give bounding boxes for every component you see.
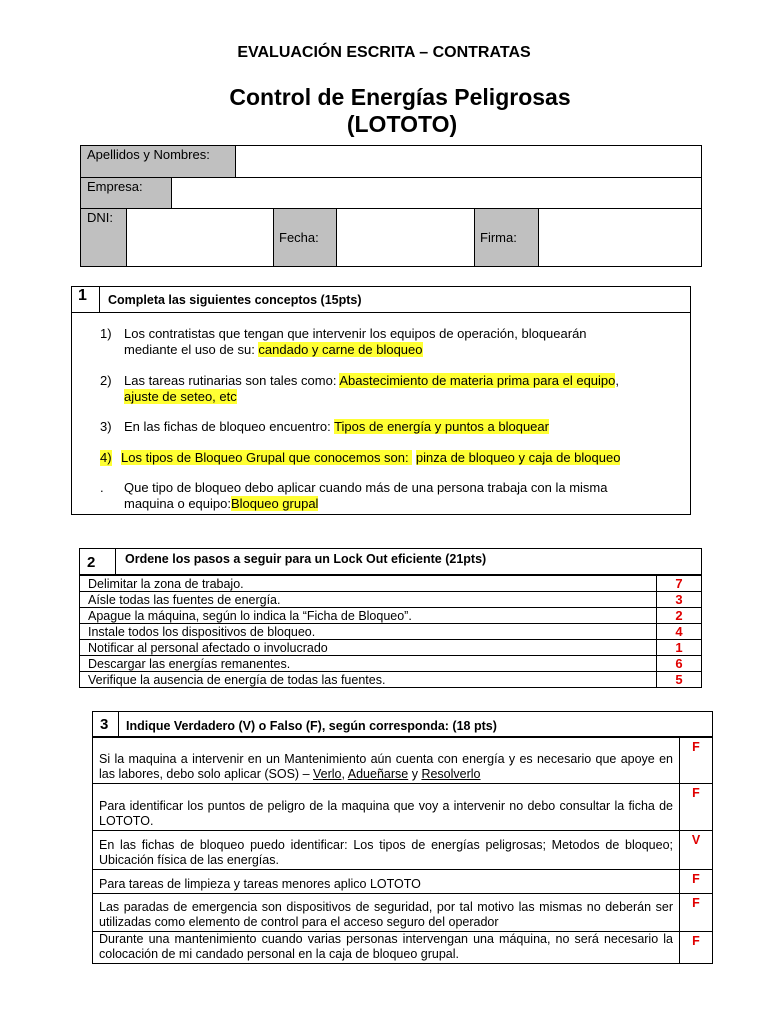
step-order[interactable]: 7 — [657, 576, 702, 592]
answer-highlight: Tipos de energía y puntos a bloquear — [334, 419, 549, 434]
table-row — [80, 656, 702, 672]
section-2-header — [79, 548, 702, 575]
steps-table — [79, 575, 702, 688]
statement-text — [93, 738, 680, 784]
step-text: Descargar las energías remanentes. — [80, 656, 657, 672]
section-number: 1 — [72, 287, 100, 313]
section-3-header — [92, 711, 713, 737]
question-number: 2) — [100, 373, 112, 388]
step-order[interactable]: 5 — [657, 672, 702, 688]
question-number: 3) — [100, 419, 112, 434]
table-row — [80, 640, 702, 656]
tf-answer[interactable]: V — [680, 831, 713, 870]
fecha-label: Fecha: — [279, 230, 319, 245]
page-title: Control de Energías Peligrosas — [229, 84, 571, 110]
step-order[interactable]: 6 — [657, 656, 702, 672]
question-text: Que tipo de bloqueo debo aplicar cuando más de una persona trabaja con la misma — [124, 480, 608, 495]
table-row — [93, 894, 713, 932]
answer-highlight: ajuste de seteo, etc — [124, 389, 237, 404]
section-number: 2 — [80, 549, 116, 574]
step-text: Delimitar la zona de trabajo. — [80, 576, 657, 592]
table-row — [93, 831, 713, 870]
section-number: 3 — [93, 712, 119, 736]
table-row — [80, 592, 702, 608]
firma-field[interactable] — [538, 208, 702, 267]
section-heading: Completa las siguientes conceptos (15pts) — [108, 293, 362, 307]
step-order[interactable]: 1 — [657, 640, 702, 656]
dni-field[interactable] — [126, 208, 274, 267]
question-text: maquina o equipo: — [124, 496, 231, 511]
statement-underline: Adueñarse — [347, 767, 409, 781]
step-text: Instale todos los dispositivos de bloqueo. — [80, 624, 657, 640]
tf-answer[interactable]: F — [680, 932, 713, 964]
question-text: Los tipos de Bloqueo Grupal que conocemos son: — [121, 450, 413, 465]
step-text: Notificar al personal afectado o involucrado — [80, 640, 657, 656]
fecha-field[interactable] — [336, 208, 475, 267]
tf-answer[interactable]: F — [680, 738, 713, 784]
table-row — [80, 624, 702, 640]
question-text: Las tareas rutinarias son tales como: — [124, 373, 340, 388]
question-text: En las fichas de bloqueo encuentro: — [124, 419, 335, 434]
answer-highlight: Bloqueo grupal — [230, 496, 319, 511]
table-row — [93, 784, 713, 831]
table-row — [93, 738, 713, 784]
statement-text: Para identificar los puntos de peligro de la maquina que voy a intervenir no debo consultar la ficha de LOTOTO. — [93, 784, 680, 831]
statement-underline: Verlo — [313, 767, 342, 781]
statement-part: y — [408, 767, 422, 781]
question-number: . — [100, 480, 104, 495]
question-text: Los contratistas que tengan que intervenir los equipos de operación, bloquearán — [124, 326, 587, 341]
dni-label: DNI: — [87, 210, 113, 225]
step-text: Apague la máquina, según lo indica la “Ficha de Bloqueo”. — [80, 608, 657, 624]
step-text: Aísle todas las fuentes de energía. — [80, 592, 657, 608]
question-number: 1) — [100, 326, 112, 341]
tf-answer[interactable]: F — [680, 870, 713, 894]
empresa-label: Empresa: — [87, 179, 143, 194]
step-order[interactable]: 4 — [657, 624, 702, 640]
true-false-table — [92, 737, 713, 964]
section-heading: Ordene los pasos a seguir para un Lock Out eficiente (21pts) — [125, 552, 487, 566]
statement-part: Si la maquina a intervenir en un Mantenimiento aún cuenta con energía y es necesario que apoye en las labores, debo solo aplicar (SOS) – — [99, 752, 673, 781]
step-order[interactable]: 2 — [657, 608, 702, 624]
table-row — [80, 576, 702, 592]
apellidos-field[interactable] — [237, 146, 701, 177]
answer-highlight: Abastecimiento de materia prima para el equipo — [339, 373, 616, 388]
section-heading-cell — [100, 287, 690, 313]
statement-text: Para tareas de limpieza y tareas menores aplico LOTOTO — [93, 870, 680, 894]
question-number: 4) — [100, 450, 112, 465]
statement-text: Durante una mantenimiento cuando varias personas intervengan una máquina, no será necesario la colocación de mi candado personal en la caja de bloqueo grupal. — [93, 932, 680, 964]
section-heading: Indique Verdadero (V) o Falso (F), según corresponda: (18 pts) — [126, 719, 497, 733]
step-order[interactable]: 3 — [657, 592, 702, 608]
apellidos-label: Apellidos y Nombres: — [87, 147, 210, 162]
statement-part: , — [341, 767, 348, 781]
page-subtitle: (LOTOTO) — [346, 111, 458, 137]
table-row — [93, 870, 713, 894]
statement-text: Las paradas de emergencia son dispositivos de seguridad, por tal motivo las mismas no deberán ser utilizadas como elemento de control para el acceso seguro del operador — [93, 894, 680, 932]
eval-header: EVALUACIÓN ESCRITA – CONTRATAS — [237, 44, 531, 61]
tf-answer[interactable]: F — [680, 784, 713, 831]
answer-highlight: candado y carne de bloqueo — [258, 342, 423, 357]
statement-text: En las fichas de bloqueo puedo identificar: Los tipos de energías peligrosas; Metodos de bloqueo; Ubicación física de las energías. — [93, 831, 680, 870]
table-row — [80, 672, 702, 688]
answer-highlight: pinza de bloqueo y caja de bloqueo — [415, 450, 621, 465]
statement-underline: Resolverlo — [421, 767, 481, 781]
table-row — [93, 932, 713, 964]
question-text: mediante el uso de su: — [124, 342, 259, 357]
firma-label: Firma: — [480, 230, 517, 245]
empresa-field[interactable] — [173, 178, 701, 208]
table-row — [80, 608, 702, 624]
step-text: Verifique la ausencia de energía de todas las fuentes. — [80, 672, 657, 688]
question-text: , — [615, 373, 620, 388]
tf-answer[interactable]: F — [680, 894, 713, 932]
